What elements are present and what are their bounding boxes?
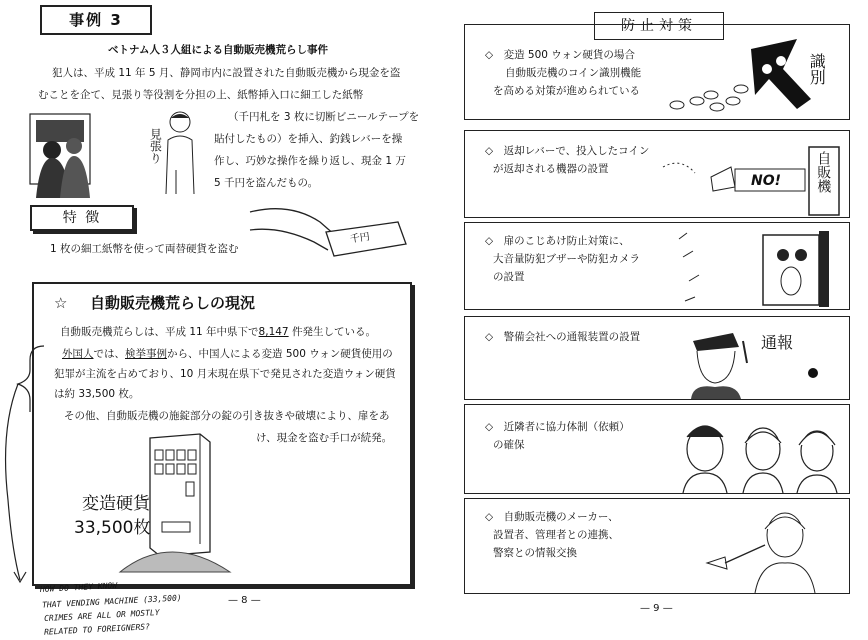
measure-1-bullet: ◇ <box>485 49 494 61</box>
status-line-1-num: 8,147 <box>258 326 289 338</box>
status-heading-star: ☆ <box>54 294 68 312</box>
left-page-number: — 8 — <box>228 595 261 606</box>
feature-tag-box <box>30 205 134 231</box>
neighbors-illustration <box>677 415 847 493</box>
case-body-line-6: 5 千円を盗んだもの。 <box>214 177 319 189</box>
measure-panel-4 <box>464 316 850 400</box>
status-line-1-pre: 自動販売機荒らしは、平成 11 年中県下で <box>60 326 259 338</box>
measure-panel-5 <box>464 404 850 494</box>
coin-label-2: 33,500枚 <box>74 518 151 538</box>
status-line-2-b: では、 <box>93 348 125 360</box>
measure-4-line-1-text: 警備会社への通報装置の設置 <box>503 331 641 343</box>
measure-5-line-1-text: 近隣者に協力体制（依頼） <box>503 421 630 433</box>
no-label: NO! <box>751 173 782 189</box>
status-line-2 <box>62 347 393 362</box>
report-label: 通報 <box>761 333 794 352</box>
measure-6-bullet: ◇ <box>485 511 494 523</box>
case-body-line-2: むことを企て、見張り等役割を分担の上、紙幣挿入口に細工した紙幣 <box>38 89 364 101</box>
measure-3-line-1-text: 扉のこじあけ防止対策に、 <box>503 235 630 247</box>
measure-2-bullet: ◇ <box>485 145 494 157</box>
status-line-2-d: から、中国人による変造 500 ウォン硬貨使用の <box>167 348 393 360</box>
measure-2-line-1 <box>485 143 649 159</box>
case-body-line-3: （千円札を 3 枚に切断ビニールテープを <box>228 111 420 123</box>
handwritten-note-3: CRIMES ARE ALL OR MOSTLY <box>43 607 160 624</box>
measure-1-line-2: 自動販売機のコイン識別機能 <box>505 67 642 79</box>
alarm-camera-illustration <box>679 231 839 307</box>
hand-with-bill-illustration <box>250 196 410 262</box>
status-line-5: その他、自動販売機の施錠部分の錠の引き抜きや破壊により、扉をあ <box>64 410 390 422</box>
coin-label-1: 変造硬貨 <box>82 494 150 514</box>
measure-5-bullet: ◇ <box>485 421 494 433</box>
handwritten-note-1: HOW DO THEY KNOW <box>39 580 118 595</box>
handwritten-note-2: THAT VENDING MACHINE (33,500) <box>41 593 182 610</box>
right-page-number: — 9 — <box>640 603 673 614</box>
case-tag-box <box>40 5 152 35</box>
measure-3-line-1 <box>485 233 630 249</box>
measure-panel-6 <box>464 498 850 594</box>
measure-4-line-1 <box>485 329 640 345</box>
lookout-label: 見張り <box>148 128 163 164</box>
case-body-line-5: 作し、巧妙な操作を繰り返し、現金 1 万 <box>214 155 406 167</box>
measure-3-line-3: の設置 <box>493 271 525 283</box>
prevention-header: 防止対策 <box>621 18 697 34</box>
measure-1-line-1 <box>485 47 635 63</box>
status-line-1 <box>60 325 376 340</box>
status-line-2-a: 外国人 <box>62 348 94 360</box>
handwritten-bracket <box>0 340 60 600</box>
measure-6-line-2: 設置者、管理者との連携、 <box>493 529 619 541</box>
measure-6-line-3: 警察との情報交換 <box>493 547 577 559</box>
thieves-illustration <box>30 110 210 198</box>
handwritten-note-4: RELATED TO FOREIGNERS? <box>43 622 151 637</box>
measure-2-line-1-text: 返却レバーで、投入したコイン <box>503 145 650 157</box>
measure-6-line-1-text: 自動販売機のメーカー、 <box>503 511 619 523</box>
status-heading: 自動販売機荒らしの現況 <box>90 294 256 312</box>
measure-5-line-1 <box>485 419 630 435</box>
identification-label: 識別 <box>807 53 827 85</box>
measure-panel-1 <box>464 24 850 120</box>
case-body-line-4: 貼付したもの）を挿入、釣銭レバーを操 <box>214 133 403 145</box>
measure-6-line-1 <box>485 509 618 525</box>
bill-label: 千円 <box>349 231 371 246</box>
measure-4-bullet: ◇ <box>485 331 494 343</box>
case-body-line-1: 犯人は、平成 11 年 5 月、静岡市内に設置された自動販売機から現金を盗 <box>52 67 401 79</box>
measure-3-line-2: 大音量防犯ブザーや防犯カメラ <box>493 253 640 265</box>
feature-text: 1 枚の細工紙幣を使って両替硬貨を盗む <box>50 243 239 255</box>
measure-panel-3 <box>464 222 850 310</box>
feature-tag: 特 徴 <box>62 210 102 226</box>
status-line-4: は約 33,500 枚。 <box>54 388 140 400</box>
measure-5-line-2: の確保 <box>493 439 525 451</box>
measure-1-line-3: を高める対策が進められている <box>493 85 640 97</box>
status-line-3: 犯罪が主流を占めており、10 月末現在県下で発見された変造ウォン硬貨 <box>54 368 396 380</box>
case-title: ベトナム人３人組による自動販売機荒らし事件 <box>108 44 328 56</box>
measure-1-title: 変造 500 ウォン硬貨の場合 <box>503 49 635 61</box>
status-line-1-post: 件発生している。 <box>288 326 376 338</box>
presenter-illustration <box>705 505 845 593</box>
status-line-2-c: 検挙事例 <box>125 348 167 360</box>
measure-panel-2 <box>464 130 850 218</box>
measure-2-line-2: が返却される機器の設置 <box>493 163 609 175</box>
case-tag: 事例 3 <box>69 11 123 29</box>
vending-machine-label: 自販機 <box>815 151 832 193</box>
status-line-6: け、現金を盗む手口が続発。 <box>256 432 393 444</box>
measure-3-bullet: ◇ <box>485 235 494 247</box>
